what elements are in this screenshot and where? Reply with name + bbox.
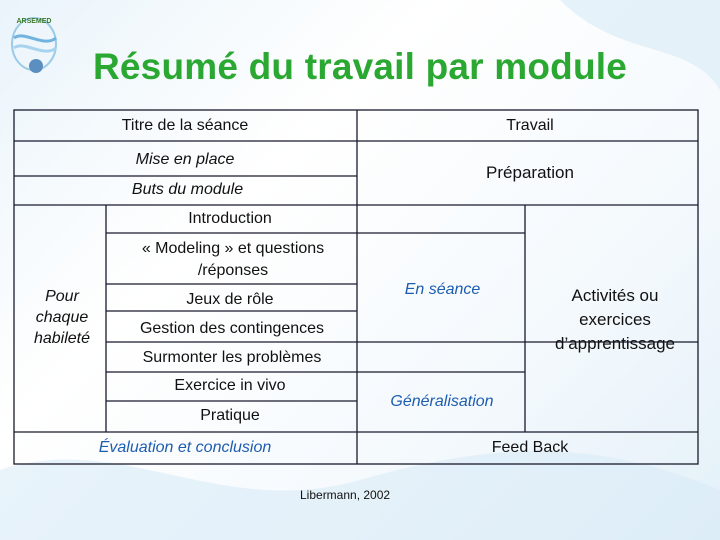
- cell-exercice: Exercice in vivo: [174, 377, 286, 394]
- cell-activites-line2: exercices: [579, 310, 651, 329]
- cell-pour-chaque-line3: habileté: [33, 330, 91, 347]
- header-travail: Travail: [506, 117, 554, 134]
- svg-text:ARSEMED: ARSEMED: [16, 18, 52, 25]
- header-titre-seance: Titre de la séance: [121, 117, 249, 134]
- credit-text: Libermann, 2002: [300, 488, 391, 502]
- cell-preparation: Préparation: [486, 163, 574, 182]
- cell-modeling-line2: /réponses: [197, 262, 269, 279]
- cell-generalisation: Généralisation: [390, 393, 494, 410]
- cell-evaluation: Évaluation et conclusion: [98, 439, 272, 456]
- cell-mise-en-place: Mise en place: [135, 151, 235, 168]
- cell-feedback: Feed Back: [491, 439, 569, 456]
- cell-pour-chaque-line2: chaque: [35, 309, 89, 326]
- cell-jeux-de-role: Jeux de rôle: [186, 291, 274, 308]
- cell-buts-du-module: Buts du module: [131, 181, 244, 198]
- cell-pratique: Pratique: [200, 407, 260, 424]
- cell-activites-line3: d’apprentissage: [554, 334, 676, 353]
- cell-introduction: Introduction: [188, 210, 272, 227]
- cell-gestion: Gestion des contingences: [139, 320, 325, 337]
- cell-pour-chaque-line1: Pour: [45, 288, 79, 305]
- cell-en-seance: En séance: [404, 281, 481, 298]
- cell-surmonter: Surmonter les problèmes: [142, 349, 322, 366]
- slide-title: Résumé du travail par module: [92, 46, 628, 87]
- cell-modeling-line1: « Modeling » et questions: [141, 240, 325, 257]
- cell-activites-line1: Activités ou: [571, 286, 659, 305]
